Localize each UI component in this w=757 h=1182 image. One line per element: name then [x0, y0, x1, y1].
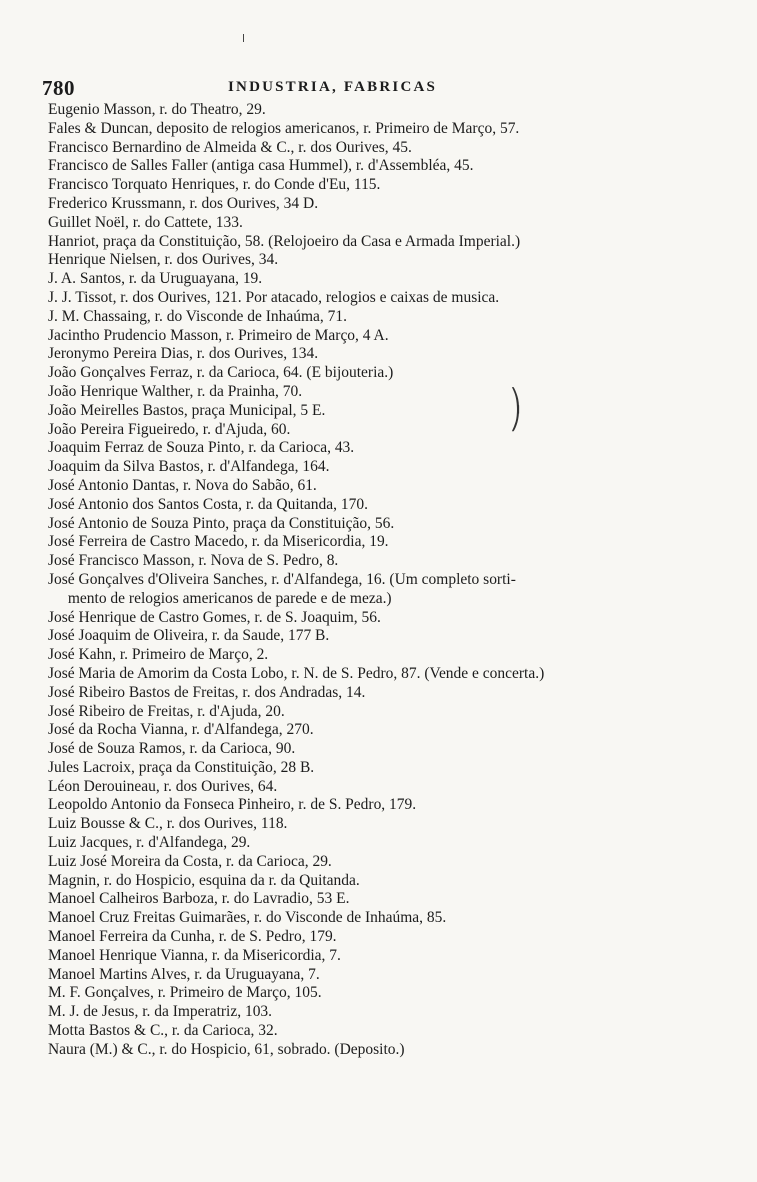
directory-entry: Manoel Cruz Freitas Guimarães, r. do Visconde de Inhaúma, 85.: [48, 909, 447, 927]
directory-entry: Jules Lacroix, praça da Constituição, 28 B.: [48, 758, 315, 776]
directory-entry: M. F. Gonçalves, r. Primeiro de Março, 105.: [48, 984, 322, 1002]
directory-entry: José Maria de Amorim da Costa Lobo, r. N. de S. Pedro, 87. (Vende e concerta.): [48, 664, 545, 682]
directory-entry: José de Souza Ramos, r. da Carioca, 90.: [48, 740, 296, 758]
directory-entry: José Ribeiro Bastos de Freitas, r. dos Andradas, 14.: [48, 683, 366, 701]
directory-entry: Manoel Calheiros Barboza, r. do Lavradio, 53 E.: [48, 890, 350, 908]
directory-entry: Francisco de Salles Faller (antiga casa Hummel), r. d'Assembléa, 45.: [48, 157, 474, 175]
directory-entry: Leopoldo Antonio da Fonseca Pinheiro, r. de S. Pedro, 179.: [48, 796, 417, 814]
directory-entry: José Ribeiro de Freitas, r. d'Ajuda, 20.: [48, 702, 285, 720]
directory-entry: Hanriot, praça da Constituição, 58. (Relojoeiro da Casa e Armada Imperial.): [48, 232, 521, 250]
directory-entry: Jeronymo Pereira Dias, r. dos Ourives, 134.: [48, 345, 319, 363]
directory-entry: José Ferreira de Castro Macedo, r. da Misericordia, 19.: [48, 533, 389, 551]
directory-entry: Manoel Henrique Vianna, r. da Misericordia, 7.: [48, 946, 341, 964]
directory-entry: Joaquim da Silva Bastos, r. d'Alfandega, 164.: [48, 458, 330, 476]
directory-entry: Naura (M.) & C., r. do Hospicio, 61, sobrado. (Deposito.): [48, 1040, 405, 1058]
directory-entry: José Gonçalves d'Oliveira Sanches, r. d'Alfandega, 16. (Um completo sorti-: [48, 570, 516, 588]
directory-entry: Francisco Bernardino de Almeida & C., r. dos Ourives, 45.: [48, 138, 412, 156]
directory-entry: J. J. Tissot, r. dos Ourives, 121. Por atacado, relogios e caixas de musica.: [48, 288, 500, 306]
page-header: [42, 76, 742, 100]
directory-entry: Manoel Martins Alves, r. da Uruguayana, 7.: [48, 965, 320, 983]
directory-entry: Magnin, r. do Hospicio, esquina da r. da Quitanda.: [48, 871, 360, 889]
page-number: 780: [42, 76, 75, 100]
directory-entry: Manoel Ferreira da Cunha, r. de S. Pedro, 179.: [48, 928, 337, 946]
running-title: INDUSTRIA, FABRICAS: [228, 79, 438, 95]
directory-list: [48, 101, 748, 1060]
directory-entry: Henrique Nielsen, r. dos Ourives, 34.: [48, 251, 279, 269]
directory-entry: Francisco Torquato Henriques, r. do Conde d'Eu, 115.: [48, 176, 381, 194]
directory-entry: João Gonçalves Ferraz, r. da Carioca, 64. (E bijouteria.): [48, 364, 394, 382]
directory-entry: Frederico Krussmann, r. dos Ourives, 34 D.: [48, 194, 319, 212]
directory-entry: João Henrique Walther, r. da Prainha, 70.: [48, 382, 303, 400]
directory-entry: Motta Bastos & C., r. da Carioca, 32.: [48, 1022, 278, 1040]
directory-entry: Eugenio Masson, r. do Theatro, 29.: [48, 101, 266, 118]
directory-entry: José Joaquim de Oliveira, r. da Saude, 177 B.: [48, 627, 330, 645]
directory-entry: José Antonio dos Santos Costa, r. da Quitanda, 170.: [48, 495, 369, 513]
bracket-mark: ⎠: [510, 406, 521, 431]
directory-entry: M. J. de Jesus, r. da Imperatriz, 103.: [48, 1003, 273, 1021]
directory-entry: José Kahn, r. Primeiro de Março, 2.: [48, 646, 269, 664]
margin-mark: [243, 34, 244, 42]
directory-entry: José da Rocha Vianna, r. d'Alfandega, 270.: [48, 721, 314, 739]
directory-entry: J. M. Chassaing, r. do Visconde de Inhaúma, 71.: [48, 307, 347, 325]
directory-entry: Joaquim Ferraz de Souza Pinto, r. da Carioca, 43.: [48, 439, 355, 457]
directory-entry: J. A. Santos, r. da Uruguayana, 19.: [48, 270, 263, 288]
directory-entry: Léon Derouineau, r. dos Ourives, 64.: [48, 777, 278, 795]
directory-entry: Guillet Noël, r. do Cattete, 133.: [48, 213, 243, 231]
directory-entry: Luiz José Moreira da Costa, r. da Carioca, 29.: [48, 852, 332, 870]
bracket-mark: ⎞: [510, 388, 521, 413]
directory-entry: Luiz Bousse & C., r. dos Ourives, 118.: [48, 815, 288, 833]
directory-entry: José Antonio Dantas, r. Nova do Sabão, 61.: [48, 476, 317, 494]
directory-entry: mento de relogios americanos de parede e de meza.): [67, 589, 392, 607]
directory-entry: José Henrique de Castro Gomes, r. de S. Joaquim, 56.: [48, 608, 381, 626]
directory-entry: Fales & Duncan, deposito de relogios americanos, r. Primeiro de Março, 57.: [48, 119, 520, 137]
directory-entry: João Meirelles Bastos, praça Municipal, 5 E.: [48, 401, 326, 419]
directory-entry: João Pereira Figueiredo, r. d'Ajuda, 60.: [48, 420, 291, 438]
directory-entry: Jacintho Prudencio Masson, r. Primeiro de Março, 4 A.: [48, 326, 389, 344]
directory-entry: José Francisco Masson, r. Nova de S. Pedro, 8.: [48, 552, 339, 570]
directory-entry: Luiz Jacques, r. d'Alfandega, 29.: [48, 834, 251, 852]
directory-entry: José Antonio de Souza Pinto, praça da Constituição, 56.: [48, 514, 395, 532]
